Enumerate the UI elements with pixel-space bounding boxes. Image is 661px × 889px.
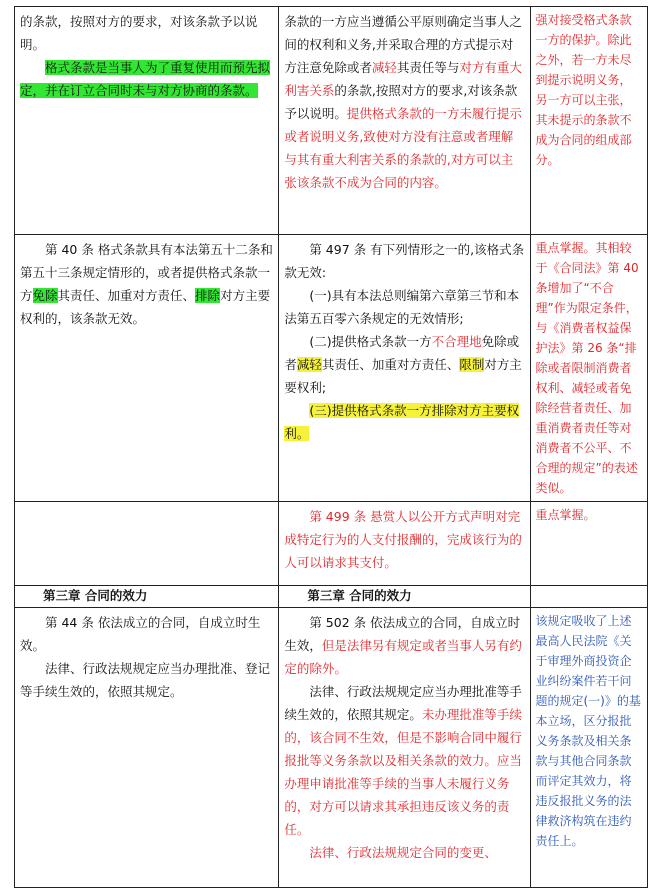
table-row [15, 608, 648, 888]
new-law-text: (一)具有本法总则编第六章第三节和本法第五百零六条规定的无效情形; [284, 288, 520, 326]
old-law-cell [15, 502, 279, 586]
old-law-cell [15, 235, 279, 502]
old-law-text: 第 40 条 格式条款具有本法第五十二条和第五十三条规定情形的，或者提供格式条款一方免除其责任、加重对方责任、排除对方主要权利的，该条款无效。 [20, 242, 273, 326]
chapter-heading-empty [530, 586, 648, 608]
new-law-cell [279, 7, 530, 235]
law-comparison-table [14, 6, 648, 888]
table-row [15, 7, 648, 235]
commentary-cell: 重点掌握。 [530, 502, 648, 586]
new-law-text: 法律、行政法规规定合同的变更、 [309, 845, 497, 860]
new-law-cell [279, 608, 530, 888]
chapter-heading: 第三章 合同的效力 [279, 586, 530, 608]
commentary-cell: 该规定吸收了上述最高人民法院《关于审理外商投资企业纠纷案件若干问题的规定(一)》的基本立场，区分报批义务条款及相关条款与其他合同条款而评定其效力，将违反报批义务的法律救济构筑在违约责任上。 [530, 608, 648, 888]
new-law-text: 法律、行政法规规定应当办理批准等手续生效的，依照其规定。未办理批准等手续的，该合同不生效，但是不影响合同中履行报批等义务条款以及相关条款的效力。应当办理申请批准等手续的当事人未履行义务的，对方可以请求其承担违反该义务的责任。 [284, 684, 522, 837]
new-law-text: (三)提供格式条款一方排除对方主要权利。 [284, 403, 520, 441]
new-law-cell [279, 235, 530, 502]
old-law-text: 第 44 条 依法成立的合同，自成立时生效。 [20, 615, 261, 653]
chapter-heading: 第三章 合同的效力 [15, 586, 279, 608]
new-law-text: (二)提供格式条款一方不合理地免除或者减轻其责任、加重对方责任、限制对方主要权利; [284, 334, 522, 395]
table-row [15, 235, 648, 502]
commentary-cell: 强对接受格式条款一方的保护。除此之外，若一方未尽到提示说明义务，另一方可以主张，其未提示的条款不成为合同的组成部分。 [530, 7, 648, 235]
commentary-cell: 重点掌握。其相较于《合同法》第 40 条增加了“不合理”作为限定条件，与《消费者权益保护法》第 26 条“排除或者限制消费者权利、减轻或者免除经营者责任、加重消费者责任等对消费者不公平、不合理的规定”的表述类似。 [530, 235, 648, 502]
old-law-cell [15, 608, 279, 888]
new-law-text: 条款的一方应当遵循公平原则确定当事人之间的权利和义务,并采取合理的方式提示对方注意免除或者减轻其责任等与对方有重大利害关系的条款,按照对方的要求,对该条款予以说明。提供格式条款的一方未履行提示或者说明义务,致使对方没有注意或者理解与其有重大利害关系的条款的,对方可以主张该条款不成为合同的内容。 [284, 14, 522, 190]
new-law-text: 第 502 条 依法成立的合同，自成立时生效，但是法律另有规定或者当事人另有约定的除外。 [284, 615, 522, 676]
old-law-cell [15, 7, 279, 235]
old-law-text: 格式条款是当事人为了重复使用而预先拟定，并在订立合同时未与对方协商的条款。 [20, 60, 271, 98]
new-law-text: 第 497 条 有下列情形之一的,该格式条款无效: [284, 242, 525, 280]
new-law-cell [279, 502, 530, 586]
new-law-text: 第 499 条 悬赏人以公开方式声明对完成特定行为的人支付报酬的，完成该行为的人可以请求其支付。 [284, 509, 522, 570]
old-law-text: 的条款，按照对方的要求，对该条款予以说明。 [20, 14, 258, 52]
old-law-text: 法律、行政法规规定应当办理批准、登记等手续生效的，依照其规定。 [20, 661, 271, 699]
chapter-heading-row [15, 586, 648, 608]
table-row [15, 502, 648, 586]
